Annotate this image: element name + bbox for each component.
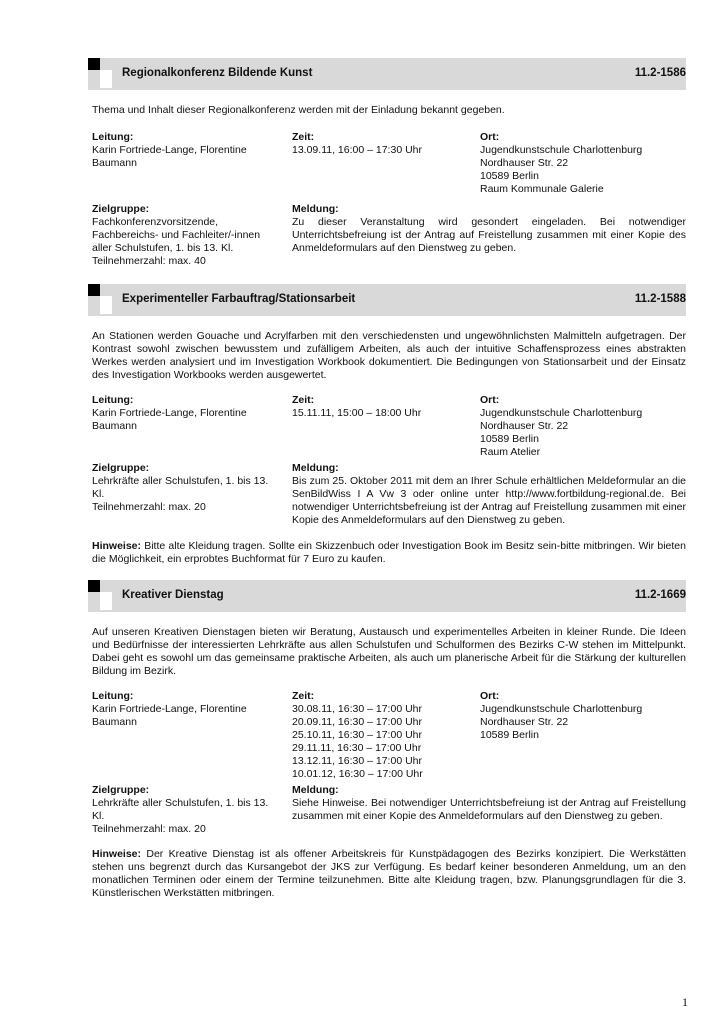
ort-line: Nordhauser Str. 22 <box>480 420 569 432</box>
section-regionalkonferenz <box>88 58 686 269</box>
leitung-label: Leitung: <box>92 394 134 406</box>
section-header <box>88 58 686 90</box>
ort-label: Ort: <box>480 690 500 702</box>
hinweise-block <box>88 540 686 566</box>
meldung-block <box>292 462 686 527</box>
zeit-label: Zeit: <box>292 690 315 702</box>
hinweise-value: Bitte alte Kleidung tragen. Sollte ein Skizzenbuch oder Investigation Book im Besitz sein-bitte mitbringen. Wir bieten die Möglichkeit, ein erprobtes Buchformat für 7 Euro zu kaufen. <box>92 540 686 565</box>
zeit-block <box>292 394 478 420</box>
zielgruppe-value: Lehrkräfte aller Schulstufen, 1. bis 13. Kl. <box>92 797 269 822</box>
zeit-value: 20.09.11, 16:30 – 17:00 Uhr <box>292 716 422 728</box>
details-row-2 <box>88 203 686 269</box>
hinweise-label: Hinweise: <box>92 540 142 552</box>
zeit-value: 15.11.11, 15:00 – 18:00 Uhr <box>292 407 422 419</box>
zielgruppe-block <box>92 462 278 514</box>
section-intro: Thema und Inhalt dieser Regionalkonferenz werden mit der Einladung bekannt gegeben. <box>92 104 505 116</box>
section-title: Regionalkonferenz Bildende Kunst <box>122 67 313 79</box>
section-intro: Auf unseren Kreativen Dienstagen bieten wir Beratung, Austausch und experimentelles Arbeiten in kleiner Runde. Die Ideen und Bedürfnisse der interessierten Lehrkräfte aus allen Schulstufen und Schulformen des Bezirks C-W stehen im Mittelpunkt. Dabei geht es sowohl um das gemeinsame praktische Arbeiten, als auch um planerische Arbeit für die Stärkung der kulturellen Bildung im Bezirk. <box>92 626 686 677</box>
zeit-value: 30.08.11, 16:30 – 17:00 Uhr <box>292 703 422 715</box>
details-row-1 <box>88 394 686 460</box>
zielgruppe-block <box>92 203 278 268</box>
course-code: 11.2-1588 <box>634 293 686 305</box>
course-code: 11.2-1586 <box>634 67 686 79</box>
header-square-icon <box>88 580 100 592</box>
ort-line: 10589 Berlin <box>480 433 539 445</box>
leitung-block <box>92 394 278 433</box>
section-title: Experimenteller Farbauftrag/Stationsarbeit <box>122 293 356 305</box>
meldung-value: Zu dieser Veranstaltung wird gesondert eingeladen. Bei notwendiger Unterrichtsbefreiung ist der Antrag auf Freistellung zusammen mit einer Kopie des Anmeldeformulars auf den Dienstweg zu geben. <box>292 216 686 254</box>
header-notch-icon <box>100 70 112 88</box>
ort-line: Jugendkunstschule Charlottenburg <box>480 703 643 715</box>
leitung-label: Leitung: <box>92 131 134 143</box>
ort-line: Raum Kommunale Galerie <box>480 183 604 195</box>
ort-line: Jugendkunstschule Charlottenburg <box>480 407 643 419</box>
zeit-value: 13.12.11, 16:30 – 17:00 Uhr <box>292 755 422 767</box>
zielgruppe-label: Zielgruppe: <box>92 784 150 796</box>
ort-block <box>480 131 686 196</box>
ort-line: Jugendkunstschule Charlottenburg <box>480 144 643 156</box>
zeit-block <box>292 131 478 157</box>
zeit-value: 10.01.12, 16:30 – 17:00 Uhr <box>292 768 423 780</box>
details-row-1 <box>88 690 686 784</box>
page-number: 1 <box>682 995 688 1009</box>
zielgruppe-value: Lehrkräfte aller Schulstufen, 1. bis 13. Kl. <box>92 475 269 500</box>
header-square-icon <box>88 58 100 70</box>
details-row-2 <box>88 462 686 528</box>
zeit-label: Zeit: <box>292 131 315 143</box>
section-kreativer-dienstag <box>88 580 686 900</box>
leitung-value: Karin Fortriede-Lange, Florentine Baumann <box>92 407 247 432</box>
ort-label: Ort: <box>480 131 500 143</box>
hinweise-label: Hinweise: <box>92 848 142 860</box>
leitung-value: Karin Fortriede-Lange, Florentine Baumann <box>92 144 247 169</box>
section-header <box>88 284 686 316</box>
teilnehmer-value: Teilnehmerzahl: max. 20 <box>92 823 206 835</box>
hinweise-block <box>88 848 686 900</box>
course-code: 11.2-1669 <box>634 589 686 601</box>
meldung-label: Meldung: <box>292 462 339 474</box>
meldung-value: Siehe Hinweise. Bei notwendiger Unterrichtsbefreiung ist der Antrag auf Freistellung zusammen mit einer Kopie des Anmeldeformulars auf den Dienstweg zu geben. <box>292 797 686 822</box>
ort-block <box>480 690 686 742</box>
ort-line: Raum Atelier <box>480 446 541 458</box>
zeit-block <box>292 690 478 781</box>
ort-line: Nordhauser Str. 22 <box>480 157 569 169</box>
meldung-block <box>292 784 686 823</box>
meldung-block <box>292 203 686 255</box>
teilnehmer-value: Teilnehmerzahl: max. 40 <box>92 255 206 267</box>
section-farbauftrag <box>88 284 686 566</box>
teilnehmer-value: Teilnehmerzahl: max. 20 <box>92 501 206 513</box>
zeit-value: 25.10.11, 16:30 – 17:00 Uhr <box>292 729 422 741</box>
ort-line: 10589 Berlin <box>480 729 539 741</box>
leitung-value: Karin Fortriede-Lange, Florentine Baumann <box>92 703 247 728</box>
ort-line: 10589 Berlin <box>480 170 539 182</box>
section-header <box>88 580 686 612</box>
ort-block <box>480 394 686 459</box>
hinweise-value: Der Kreative Dienstag ist als offener Arbeitskreis für Kunstpädagogen des Bezirks konzipiert. Die Werkstätten stehen uns begrenzt durch das Kursangebot der JKS zur Verfügung. Es bedarf keiner besonderen Anmeldung, um an den monatlichen Terminen oder einem der Termine teilzunehmen. Bitte alte Kleidung tragen, bzw. Planungsgrundlagen für die 3. Künstlerischen Werkstätten mitbringen. <box>92 848 686 899</box>
leitung-block <box>92 131 278 170</box>
section-title: Kreativer Dienstag <box>122 589 224 601</box>
zielgruppe-label: Zielgruppe: <box>92 203 150 215</box>
details-row-2 <box>88 784 686 838</box>
section-intro: An Stationen werden Gouache und Acrylfarben mit den verschiedensten und ungewöhnlichsten Malmitteln aufgetragen. Der Kontrast sowohl zwischen bewusstem und zufälligem Arbeiten, als auch der intuitive Schaffensprozess eines abstrakten Werkes werden analysiert und im Investigation Workbook dokumentiert. Die Bedingungen von Stationsarbeit und der Einsatz des Investigation Workbooks werden ausgewertet. <box>92 330 686 381</box>
header-notch-icon <box>100 296 112 314</box>
leitung-label: Leitung: <box>92 690 134 702</box>
meldung-value: Bis zum 25. Oktober 2011 mit dem an Ihrer Schule erhältlichen Meldeformular an die SenBildWiss I A Vw 3 oder online unter http://www.fortbildung-regional.de. Bei notwendiger Unterrichtsbefreiung ist der Antrag auf Freistellung zusammen mit einer Kopie des Anmeldeformulars auf den Dienstweg zu geben. <box>292 475 686 526</box>
zielgruppe-label: Zielgruppe: <box>92 462 150 474</box>
meldung-label: Meldung: <box>292 203 339 215</box>
zielgruppe-value: Fachkonferenzvorsitzende, Fachbereichs- und Fachleiter/-innen aller Schulstufen, 1. bis 13. Kl. <box>92 216 261 254</box>
zeit-label: Zeit: <box>292 394 315 406</box>
header-notch-icon <box>100 592 112 610</box>
zielgruppe-block <box>92 784 278 836</box>
zeit-value: 13.09.11, 16:00 – 17:30 Uhr <box>292 144 422 156</box>
ort-line: Nordhauser Str. 22 <box>480 716 569 728</box>
meldung-label: Meldung: <box>292 784 339 796</box>
details-row-1 <box>88 131 686 197</box>
leitung-block <box>92 690 278 729</box>
ort-label: Ort: <box>480 394 500 406</box>
header-square-icon <box>88 284 100 296</box>
zeit-value: 29.11.11, 16:30 – 17:00 Uhr <box>292 742 422 754</box>
